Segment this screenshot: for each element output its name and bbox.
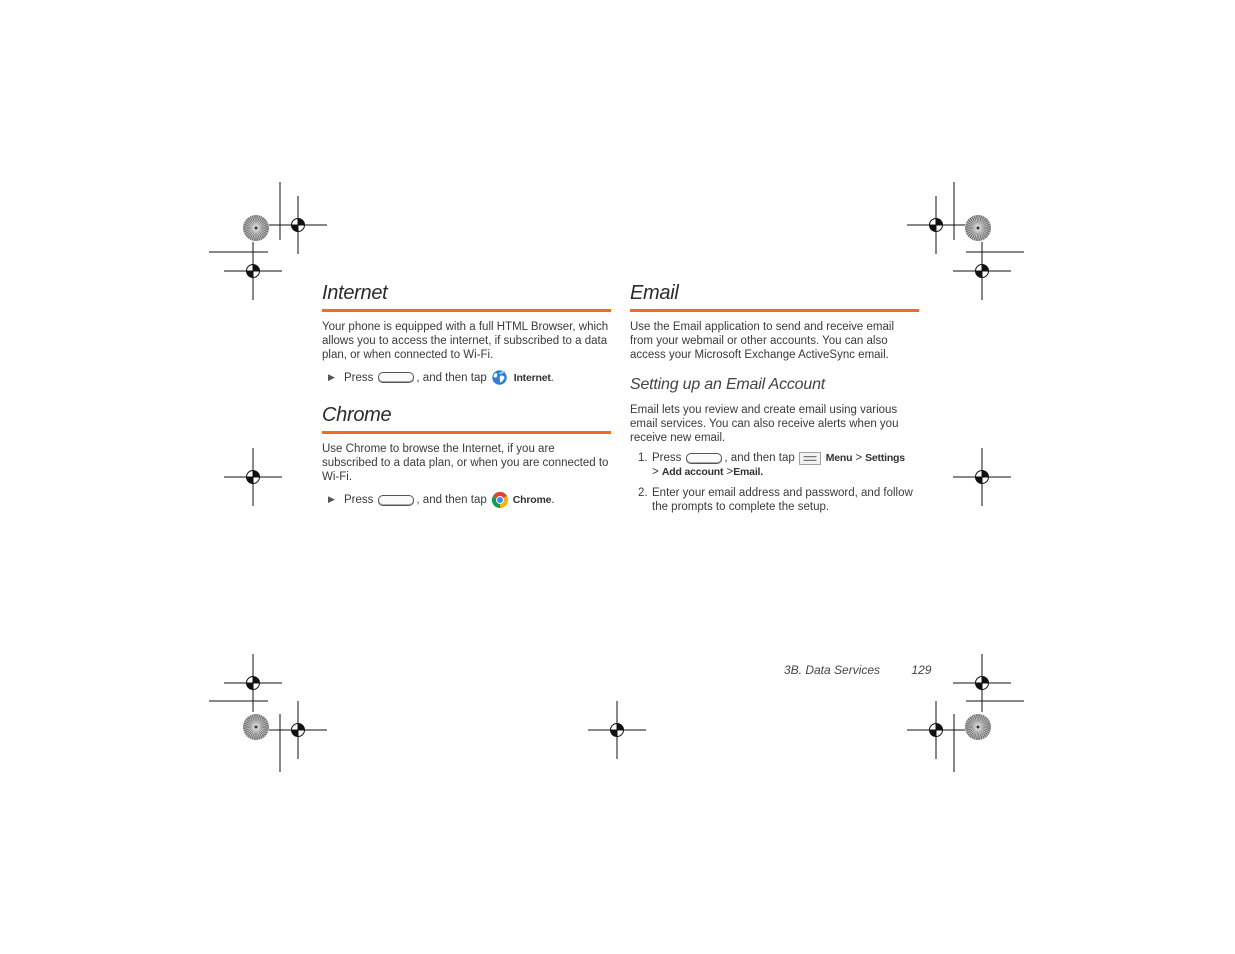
internet-globe-icon[interactable] [491,369,508,386]
right-column [630,282,919,514]
internet-section [322,282,611,386]
page-number: 129 [911,663,932,677]
email-step-1 [630,451,919,479]
step-end: . [550,371,554,384]
chrome-step [322,491,611,509]
internet-body: Your phone is equipped with a full HTML Browser, which allows you to access the internet, if subscribed to a data plan, or when connected to Wi-Fi. [322,321,609,361]
separator: > [855,452,863,464]
footer-section: 3B. Data Services [784,663,881,677]
email-label: Email [733,466,761,478]
home-key-icon [686,453,722,464]
step-press-text: Press [344,494,374,506]
email-sub-body: Email lets you review and create email using various email services. You can also receive alerts when you receive new email. [630,404,899,444]
email-body: Use the Email application to send and receive email from your webmail or other accounts. You can also access your Microsoft Exchange ActiveSync email. [630,321,895,361]
chrome-target: Chrome [512,494,552,506]
step-end: . [760,466,763,478]
separator: > [726,466,734,478]
add-account-label: Add account [661,466,724,478]
step-then-text: , and then tap [416,494,487,506]
internet-heading: Internet [322,282,611,312]
page-footer [784,663,931,677]
internet-step [322,369,611,386]
email-steps [630,451,919,514]
bullet-arrow-icon: ▶ [328,494,335,504]
email-step-2 [630,486,919,514]
menu-icon[interactable] [799,452,821,465]
step-then-text: , and then tap [724,452,795,464]
email-subheading: Setting up an Email Account [630,376,826,393]
separator: > [652,466,659,478]
email-section [630,282,919,514]
step-then-text: , and then tap [416,371,487,384]
left-column [322,282,611,509]
chrome-section [322,404,611,509]
step-end: . [551,494,555,506]
step-press-text: Press [652,452,682,464]
home-key-icon [378,495,414,506]
step-text: Enter your email address and password, and follow the prompts to complete the setup. [652,487,913,513]
chrome-body: Use Chrome to browse the Internet, if you are subscribed to a data plan, or when you are connected to Wi-Fi. [322,443,609,483]
email-heading: Email [630,282,919,312]
step-press-text: Press [344,371,374,384]
settings-label: Settings [865,452,905,464]
step-number: 1. [638,452,648,464]
home-key-icon [378,372,414,383]
bullet-arrow-icon: ▶ [328,372,335,382]
chrome-heading: Chrome [322,404,611,434]
step-number: 2. [638,487,648,499]
internet-target: Internet [513,371,551,384]
chrome-icon[interactable] [491,491,509,509]
menu-label: Menu [825,452,853,464]
